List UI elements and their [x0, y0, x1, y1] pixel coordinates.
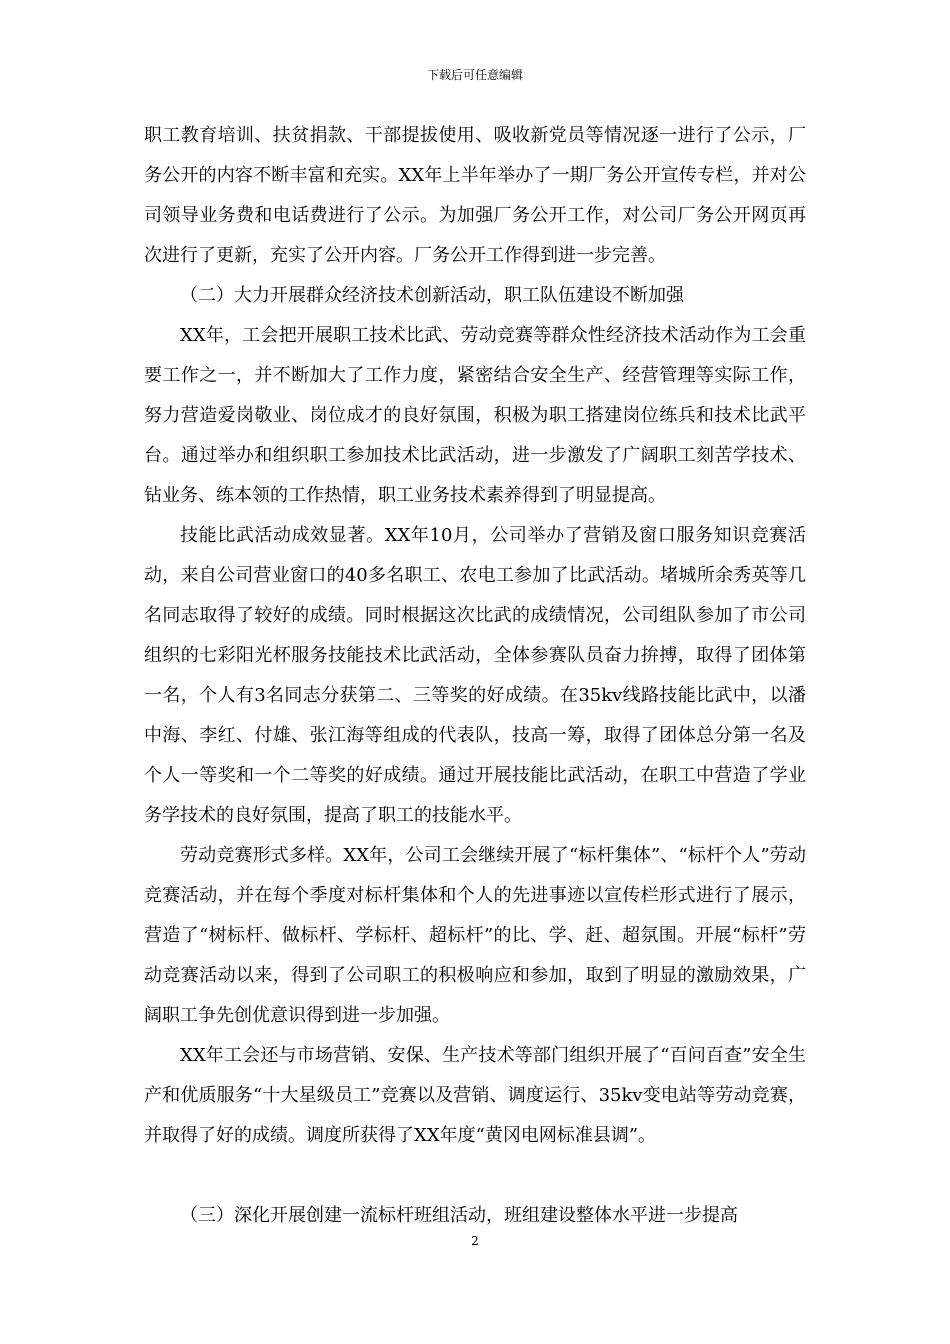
- page-number: 2: [471, 1234, 479, 1248]
- paragraph-skill-competition: 技能比武活动成效显著。XX年10月，公司举办了营销及窗口服务知识竞赛活动，来自公司营业窗口的40多名职工、农电工参加了比武活动。堵城所余秀英等几名同志取得了较好的成绩。同时根据这次比武的成绩情况，公司组队参加了市公司组织的七彩阳光杯服务技能技术比武活动，全体参赛队员奋力拚搏，取得了团体第一名，个人有3名同志分获第二、三等奖的好成绩。在35kv线路技能比武中，以潘中海、李红、付雄、张江海等组成的代表队，技高一筹，取得了团体总分第一名及个人一等奖和一个二等奖的好成绩。通过开展技能比武活动，在职工中营造了学业务学技术的良好氛围，提高了职工的技能水平。: [144, 525, 806, 826]
- document-body: [144, 116, 806, 1236]
- paragraph-technical-activities: XX年，工会把开展职工技术比武、劳动竞赛等群众性经济技术活动作为工会重要工作之一，并不断加大了工作力度，紧密结合安全生产、经营管理等实际工作，努力营造爱岗敬业、岗位成才的良好氛围，积极为职工搭建岗位练兵和技术比武平台。通过举办和组织职工参加技术比武活动，进一步激发了广阔职工刻苦学技术、钻业务、练本领的工作热情，职工业务技术素养得到了明显提高。: [144, 325, 806, 506]
- paragraph-labor-competition: 劳动竞赛形式多样。XX年，公司工会继续开展了“标杆集体”、“标杆个人”劳动竞赛活动，并在每个季度对标杆集体和个人的先进事迹以宣传栏形式进行了展示，营造了“树标杆、做标杆、学标杆、超标杆”的比、学、赶、超氛围。开展“标杆”劳动竞赛活动以来，得到了公司职工的积极响应和参加，取到了明显的激励效果，广阔职工争先创优意识得到进一步加强。: [144, 845, 806, 1026]
- section-heading-2: （二）大力开展群众经济技术创新活动，职工队伍建设不断加强: [180, 285, 684, 306]
- page-header-note: 下载后可任意编辑: [426, 68, 523, 82]
- paragraph-disclosure-continued: 职工教育培训、扶贫捐款、干部提拔使用、吸收新党员等情况逐一进行了公示，厂务公开的内容不断丰富和充实。XX年上半年举办了一期厂务公开宣传专栏，并对公司领导业务费和电话费进行了公示。为加强厂务公开工作，对公司厂务公开网页再次进行了更新，充实了公开内容。厂务公开工作得到进一步完善。: [144, 125, 806, 266]
- paragraph-union-activities: XX年工会还与市场营销、安保、生产技术等部门组织开展了“百问百查”安全生产和优质服务“十大星级员工”竞赛以及营销、调度运行、35kv变电站等劳动竞赛，并取得了好的成绩。调度所获得了XX年度“黄冈电网标准县调”。: [144, 1045, 806, 1146]
- section-heading-3: （三）深化开展创建一流标杆班组活动，班组建设整体水平进一步提高: [180, 1205, 738, 1226]
